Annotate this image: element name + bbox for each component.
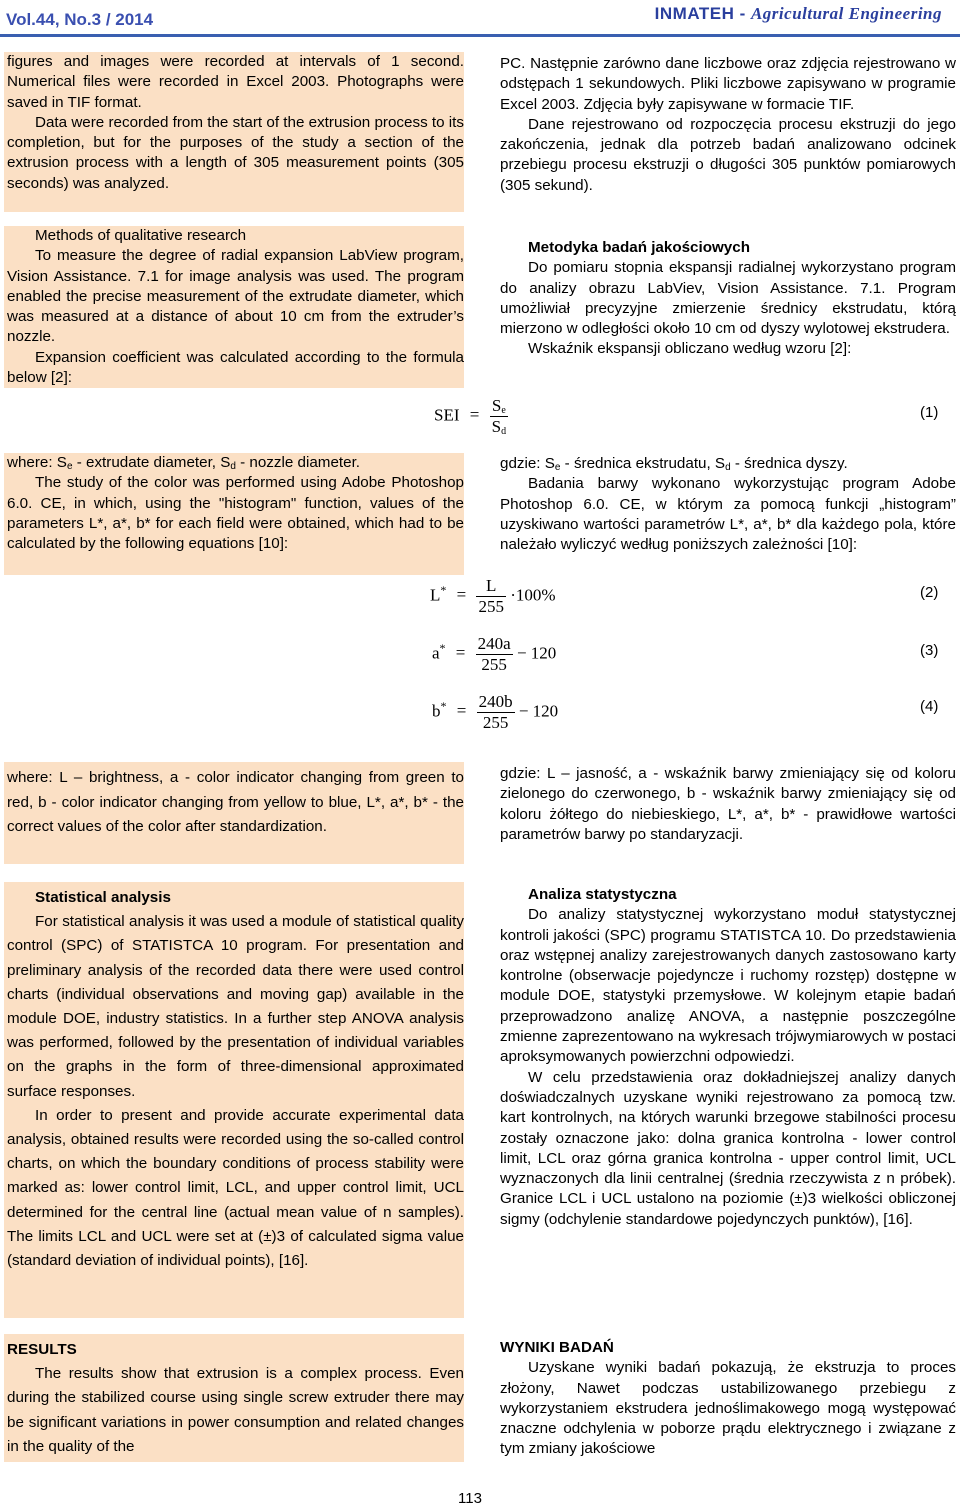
equation-3: a* = $\frac{240a}{255}$ − 120 [432, 634, 557, 674]
brand-name: INMATEH [654, 4, 735, 23]
pl-paragraph: Uzyskane wyniki badań pokazują, że ekstruzja to proces złożony, Nawet podczas ustabilizowanego przebiegu z wykorzystaniem ekstrudera jednoślimakowego mogą występować znaczne odchylenia w poborze prądu elektrycznego i związane z tym zmiany jakościowe [500, 1359, 956, 1458]
pl-paragraph: Wskaźnik ekspansji obliczano według wzoru [2]: [528, 340, 852, 358]
journal-volume: Vol.44, No.3 / 2014 [6, 10, 154, 29]
en-paragraph: Data were recorded from the start of the extrusion process to its completion, but for the purposes of the study a section of the extrusion process with a length of 305 measurement points (305 seconds) was analyzed. [7, 113, 464, 192]
pl-block-5 [500, 885, 956, 1230]
pl-paragraph: Do pomiaru stopnia ekspansji radialnej wykorzystano program do analizy obrazu LabViev, Vision Assistance. 7.1. Program umożliwiał precyzyjne zmierzenie średnicy ekstrudatu, którą mierzono w odległości około 10 cm od dyszy wylotowej ekstrudera. [500, 259, 956, 338]
brand-separator: - [734, 4, 751, 23]
equation-number: (4) [920, 698, 939, 715]
pl-block-1 [500, 54, 956, 196]
en-block-1 [4, 52, 464, 212]
pl-block-6 [500, 1338, 956, 1460]
section-heading: RESULTS [7, 1341, 77, 1358]
en-block-5 [4, 882, 464, 1318]
equation-4: b* = $\frac{240b}{255}$ − 120 [432, 692, 559, 732]
en-block-4 [4, 762, 464, 864]
en-paragraph: For statistical analysis it was used a module of statistical quality control (SPC) of STATISTCA 10 program. For presentation and preliminary analysis of the recorded data there were used control charts (individual observations and moving gap) available in the module DOE, industry statistics. In a further step ANOVA analysis was performed, followed by the presentation of individual variables on the graphs in the form of three-dimensional approximated surface responses. [7, 913, 464, 1100]
en-paragraph: To measure the degree of radial expansion LabView program, Vision Assistance. 7.1 for image analysis was used. The program enabled the precise measurement of the extrudate diameter, which was measured at a distance of about 10 cm from the extruder’s nozzle. [7, 247, 464, 346]
pl-block-4 [500, 764, 956, 845]
pl-block-3 [500, 454, 956, 555]
pl-paragraph: PC. Następnie zarówno dane liczbowe oraz zdjęcia rejestrowano w odstępach 1 sekundowych. Pliki liczbowe zapisywano w programie Excel 2003. Zdjęcia były zapisywane w formacie TIF. [500, 55, 956, 113]
en-paragraph: Expansion coefficient was calculated according to the formula below [2]: [7, 348, 464, 387]
equation-number: (1) [920, 404, 939, 421]
pl-paragraph: gdzie: $S_e$ - średnica ekstrudatu, $S_d$ - średnica dyszy. [500, 455, 848, 473]
pl-paragraph: Do analizy statystycznej wykorzystano moduł statystycznej kontroli jakości (SPC) programu STATISTCA 10. Do przedstawienia oraz wstępnej analizy zarejestrowanych danych zastosowano karty kontrolne (obserwacje pojedyncze i ruchomy rozstęp) dostępne w module DOE, statystyki przemysłowe. W kolejnym etapie badań przeprowadzono analizę ANOVA, a następnie poszczególne zmienne zaprezentowano na wykresach trójwymiarowych w postaci aproksymowanych powierzchni odpowiedzi. [500, 906, 956, 1066]
equation-1: SEI = $\frac{S_e}{S_d}$ [434, 396, 507, 437]
en-paragraph: where: L – brightness, a - color indicator changing from green to red, b - color indicator changing from yellow to blue, L*, a*, b* - the correct values of the color after standardization. [7, 769, 464, 835]
pl-paragraph: gdzie: L – jasność, a - wskaźnik barwy zmieniający się od koloru zielonego do czerwonego, b - wskaźnik barwy zmieniający się od koloru żółtego do niebieskiego, L*, a*, b* - prawidłowe wartości parametrów barwy po standaryzacji. [500, 765, 956, 843]
en-paragraph: The study of the color was performed using Adobe Photoshop 6.0. CE, in which, using the "histogram" function, values of the parameters L*, a*, b* for each field were obtained, which had to be calculated by the following equations [10]: [7, 474, 464, 553]
section-heading: WYNIKI BADAŃ [500, 1339, 614, 1356]
section-heading: Methods of qualitative research [35, 227, 247, 244]
en-paragraph: The results show that extrusion is a complex process. Even during the stabilized course using single screw extruder there may be significant variations in power consumption and related changes in the quality of the [7, 1365, 464, 1455]
brand-script: Agricultural Engineering [750, 4, 942, 23]
equation-2: L* = $\frac{L}{255}$ ·100% [430, 576, 556, 616]
pl-paragraph: W celu przedstawienia oraz dokładniejszej analizy danych doświadczalnych uzyskane wyniki rejestrowano za pomocą tzw. kart kontrolnych, na których warunki brzegowe stabilności procesu zostały oznaczone jako: dolna granica kontrolna - lower control limit, LCL oraz górna granica kontrolna - upper control limit, UCL wyznaczonych dla linii centralnej (średnia rzeczywista z n próbek). Granice LCL i UCL ustalono na poziomie (±)3 wielkości obliczonej sigmy (odchylenie standardowe pojedynczych punktów), [16]. [500, 1068, 956, 1228]
section-heading: Analiza statystyczna [528, 886, 677, 903]
header-rule [0, 34, 960, 37]
en-paragraph: In order to present and provide accurate experimental data analysis, obtained results were recorded using the so-called control charts, on which the boundary conditions of process stability were marked as: lower control limit, LCL, and upper control limit, UCL determined for the central line (actual mean value of n samples). The limits LCL and UCL were set at (±)3 of calculated sigma value (standard deviation of individual points), [16]. [7, 1106, 464, 1270]
en-block-2 [4, 226, 464, 388]
pl-paragraph: Dane rejestrowano od rozpoczęcia procesu ekstruzji do jego zakończenia, jednak dla potrzeb badań analizowano odcinek przebiegu procesu ekstruzji o długości 305 punktów pomiarowych (305 sekund). [500, 115, 956, 194]
equation-number: (2) [920, 584, 939, 601]
page-number: 113 [458, 1490, 482, 1507]
pl-block-2 [500, 238, 956, 360]
journal-brand [655, 4, 942, 24]
en-block-6 [4, 1334, 464, 1462]
section-heading: Metodyka badań jakościowych [528, 239, 750, 256]
pl-paragraph: Badania barwy wykonano wykorzystując program Adobe Photoshop 6.0. CE, w którym za pomocą funkcji „histogram” uzyskiwano wartości parametrów L*, a*, b* dla każdego pola, które należało wyliczyć według poniższych zależności [10]: [500, 475, 956, 554]
en-block-3 [4, 453, 464, 575]
en-paragraph: where: $S_e$ - extrudate diameter, $S_d$ - nozzle diameter. [7, 454, 361, 472]
section-heading: Statistical analysis [35, 889, 171, 906]
equation-number: (3) [920, 642, 939, 659]
en-paragraph: figures and images were recorded at intervals of 1 second. Numerical files were recorded in Excel 2003. Photographs were saved in TIF format. [7, 53, 464, 111]
